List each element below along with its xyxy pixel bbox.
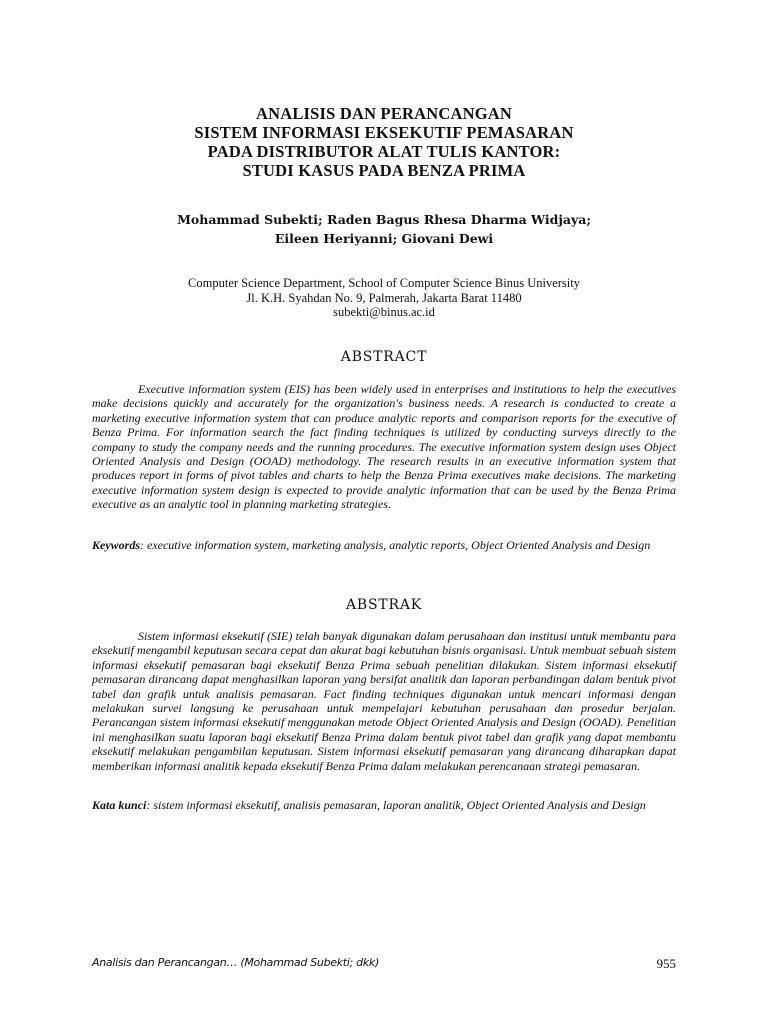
- kata-kunci-text: : sistem informasi eksekutif, analisis pemasaran, laporan analitik, Object Oriented Analysis and Design: [146, 798, 646, 812]
- author-line: Eileen Heriyanni; Giovani Dewi: [274, 231, 494, 246]
- title-line: STUDI KASUS PADA BENZA PRIMA: [242, 161, 526, 180]
- author-line: Mohammad Subekti; Raden Bagus Rhesa Dharma Widjaya;: [177, 212, 591, 227]
- paper-title: [0, 104, 768, 180]
- running-title: Analisis dan Perancangan… (Mohammad Subekti; dkk): [92, 956, 379, 969]
- abstract-body: [92, 382, 676, 512]
- abstrak-text: Sistem informasi eksekutif (SIE) telah banyak digunakan dalam perusahaan dan institusi untuk membantu para eksekutif mengambil keputusan secara cepat dan akurat bagi kebutuhan bisnis organisasi. Untuk membuat sebuah sistem informasi eksekutif pemasaran bagi eksekutif Benza Prima sebuah penelitian dilakukan. Sistem informasi eksekutif pemasaran dirancang dapat menghasilkan laporan yang bersifat analitik dan laporan perbandingan dalam bentuk pivot tabel dan grafik untuk analisis pemasaran. Fact finding techniques digunakan untuk mencari informasi dengan melakukan survei langsung ke perusahaan untuk mempelajari kebutuhan perusahaan dan prosedur berjalan. Perancangan sistem informasi eksekutif menggunakan metode Object Oriented Analysis and Design (OOAD). Penelitian ini menghasilkan suatu laporan bagi eksekutif Benza Prima dalam bentuk pivot tabel dan grafik yang dapat membantu eksekutif melakukan pengambilan keputusan. Sistem informasi eksekutif pemasaran yang dirancang diharapkan dapat memberikan informasi analitik kepada eksekutif Benza Prima dalam melakukan perencanaan strategi pemasaran.: [92, 629, 676, 773]
- author-list: [0, 210, 768, 248]
- abstrak-heading: ABSTRAK: [345, 597, 423, 613]
- keywords-label: Keywords: [92, 538, 140, 552]
- page-footer: [92, 956, 676, 972]
- abstract-heading: ABSTRACT: [340, 349, 428, 365]
- affiliation: [0, 276, 768, 320]
- page-number: 955: [656, 956, 676, 971]
- abstract-keywords: [92, 538, 676, 552]
- title-line: SISTEM INFORMASI EKSEKUTIF PEMASARAN: [194, 123, 574, 142]
- affiliation-department: Computer Science Department, School of Computer Science Binus University: [188, 276, 580, 290]
- abstrak-body: [92, 629, 676, 773]
- title-line: PADA DISTRIBUTOR ALAT TULIS KANTOR:: [207, 142, 561, 161]
- abstrak-keywords: [92, 798, 676, 812]
- title-line: ANALISIS DAN PERANCANGAN: [256, 104, 512, 123]
- keywords-text: : executive information system, marketing analysis, analytic reports, Object Oriented Analysis and Design: [140, 538, 651, 552]
- abstract-text: Executive information system (EIS) has been widely used in enterprises and institutions to help the executives make decisions quickly and accurately for the organization's business needs. A research is conducted to create a marketing executive information system that can produce analytic reports and comparison reports for the executive of Benza Prima. For information search the fact finding techniques is utilized by conducting surveys directly to the company to study the company needs and the running procedures. The executive information system design uses Object Oriented Analysis and Design (OOAD) methodology. The research results in an executive information system that produces report in forms of pivot tables and charts to help the Benza Prima executives make decisions. The marketing executive information system design is expected to provide analytic information that can be used by the Benza Prima executive as an analytic tool in planning marketing strategies.: [92, 382, 676, 512]
- affiliation-address: Jl. K.H. Syahdan No. 9, Palmerah, Jakarta Barat 11480: [246, 290, 522, 305]
- kata-kunci-label: Kata kunci: [92, 798, 147, 812]
- affiliation-email: subekti@binus.ac.id: [333, 305, 435, 319]
